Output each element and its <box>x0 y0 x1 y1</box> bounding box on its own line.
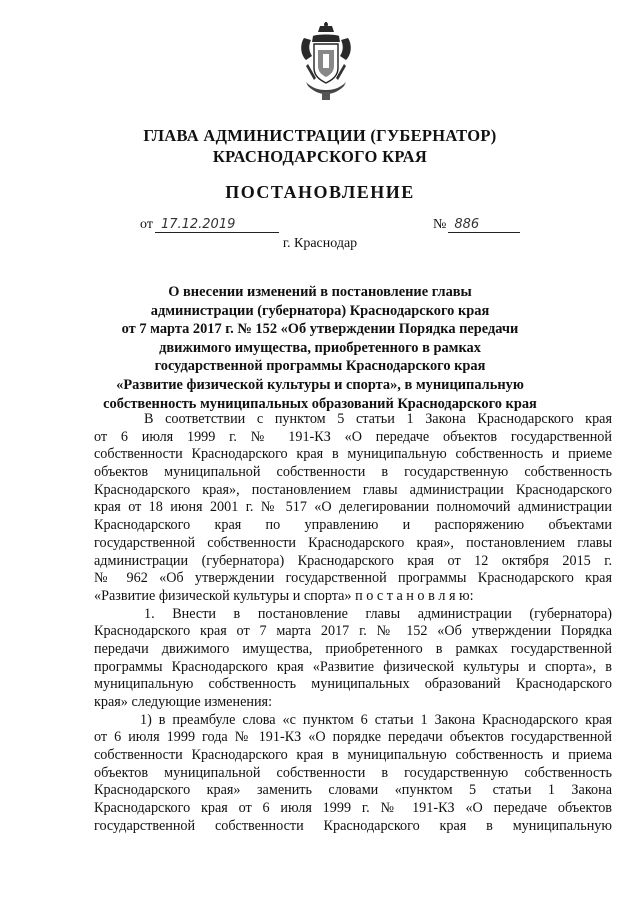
document-title <box>100 283 540 413</box>
body-line: 1. Внести в постановление главы администрации (губернатора) <box>144 605 612 622</box>
body-line: № 962 «Об утверждении государственной программы Краснодарского края <box>94 570 612 587</box>
body-line: муниципальную собственность муниципальных образований Краснодарского <box>94 676 612 693</box>
body-line: Краснодарского края от 7 марта 2017 г. № 152 «Об утверждении Порядка <box>94 623 612 640</box>
body-line: края от 18 июня 2001 г. № 517 «О делегировании полномочий администрации <box>94 499 612 516</box>
body-line: Краснодарского края», постановлением главы администрации Краснодарского <box>94 481 612 498</box>
body-line: Краснодарского края от 6 июля 1999 г. № 191-КЗ «О передаче объектов <box>94 800 612 817</box>
body-line: В соответствии с пунктом 5 статьи 1 Закона Краснодарского края <box>144 411 612 427</box>
number-prefix: № <box>433 217 447 232</box>
body-line: программы Краснодарского края «Развитие физической культуры и спорта», в <box>94 658 612 675</box>
body-line: объектов муниципальной собственности в государственную собственность <box>94 464 612 481</box>
title-line: «Развитие физической культуры и спорта», в муниципальную <box>116 376 524 393</box>
number-row <box>433 217 520 233</box>
date-prefix: от <box>140 217 153 232</box>
date-value: 17.12.2019 <box>155 217 279 233</box>
body-line: от 6 июля 1999 года № 191-КЗ «О порядке передачи объектов государственной <box>94 729 612 746</box>
title-line: движимого имущества, приобретенного в рамках <box>159 339 481 356</box>
body-line: государственной собственности Краснодарского края», постановлением главы <box>94 534 612 551</box>
body-line: Краснодарского края» заменить словами «пунктом 5 статьи 1 Закона <box>94 782 612 799</box>
city: г. Краснодар <box>282 236 358 251</box>
org-name-line1: ГЛАВА АДМИНИСТРАЦИИ (ГУБЕРНАТОР) <box>143 126 497 145</box>
body-line: объектов муниципальной собственности в государственную собственность <box>94 764 612 781</box>
body-line: передачи движимого имущества, приобретенного в рамках государственной <box>94 640 612 657</box>
number-value: 886 <box>448 217 520 233</box>
document-type: ПОСТАНОВЛЕНИЕ <box>225 182 415 202</box>
body-line: от 6 июля 1999 г. № 191-КЗ «О передаче объектов государственной <box>94 428 612 445</box>
org-name-line2: КРАСНОДАРСКОГО КРАЯ <box>212 147 428 166</box>
document-body <box>94 411 612 836</box>
title-line: администрации (губернатора) Краснодарского края <box>150 302 490 319</box>
coat-of-arms-emblem <box>298 22 354 102</box>
body-line: Краснодарского края по управлению и распоряжению объектами <box>94 517 612 534</box>
body-line: собственности Краснодарского края в муниципальную собственность и приеме <box>94 446 612 463</box>
title-line: О внесении изменений в постановление главы <box>168 284 472 300</box>
body-line: «Развитие физической культуры и спорта» п о с т а н о в л я ю: <box>94 587 474 604</box>
body-line: администрации (губернатора) Краснодарского края от 12 октября 2015 г. <box>94 552 612 569</box>
title-line: от 7 марта 2017 г. № 152 «Об утверждении Порядка передачи <box>121 321 519 338</box>
date-row <box>140 217 279 233</box>
body-line: собственности Краснодарского края в муниципальную собственность и приема <box>94 747 612 764</box>
title-line: государственной программы Краснодарского края <box>154 358 486 375</box>
body-line: 1) в преамбуле слова «с пунктом 6 статьи 1 Закона Краснодарского края <box>140 711 612 728</box>
title-line: собственность муниципальных образований Краснодарского края <box>103 395 537 412</box>
body-line: государственной собственности Краснодарского края в муниципальную <box>94 817 612 834</box>
body-line: края» следующие изменения: <box>94 694 273 710</box>
